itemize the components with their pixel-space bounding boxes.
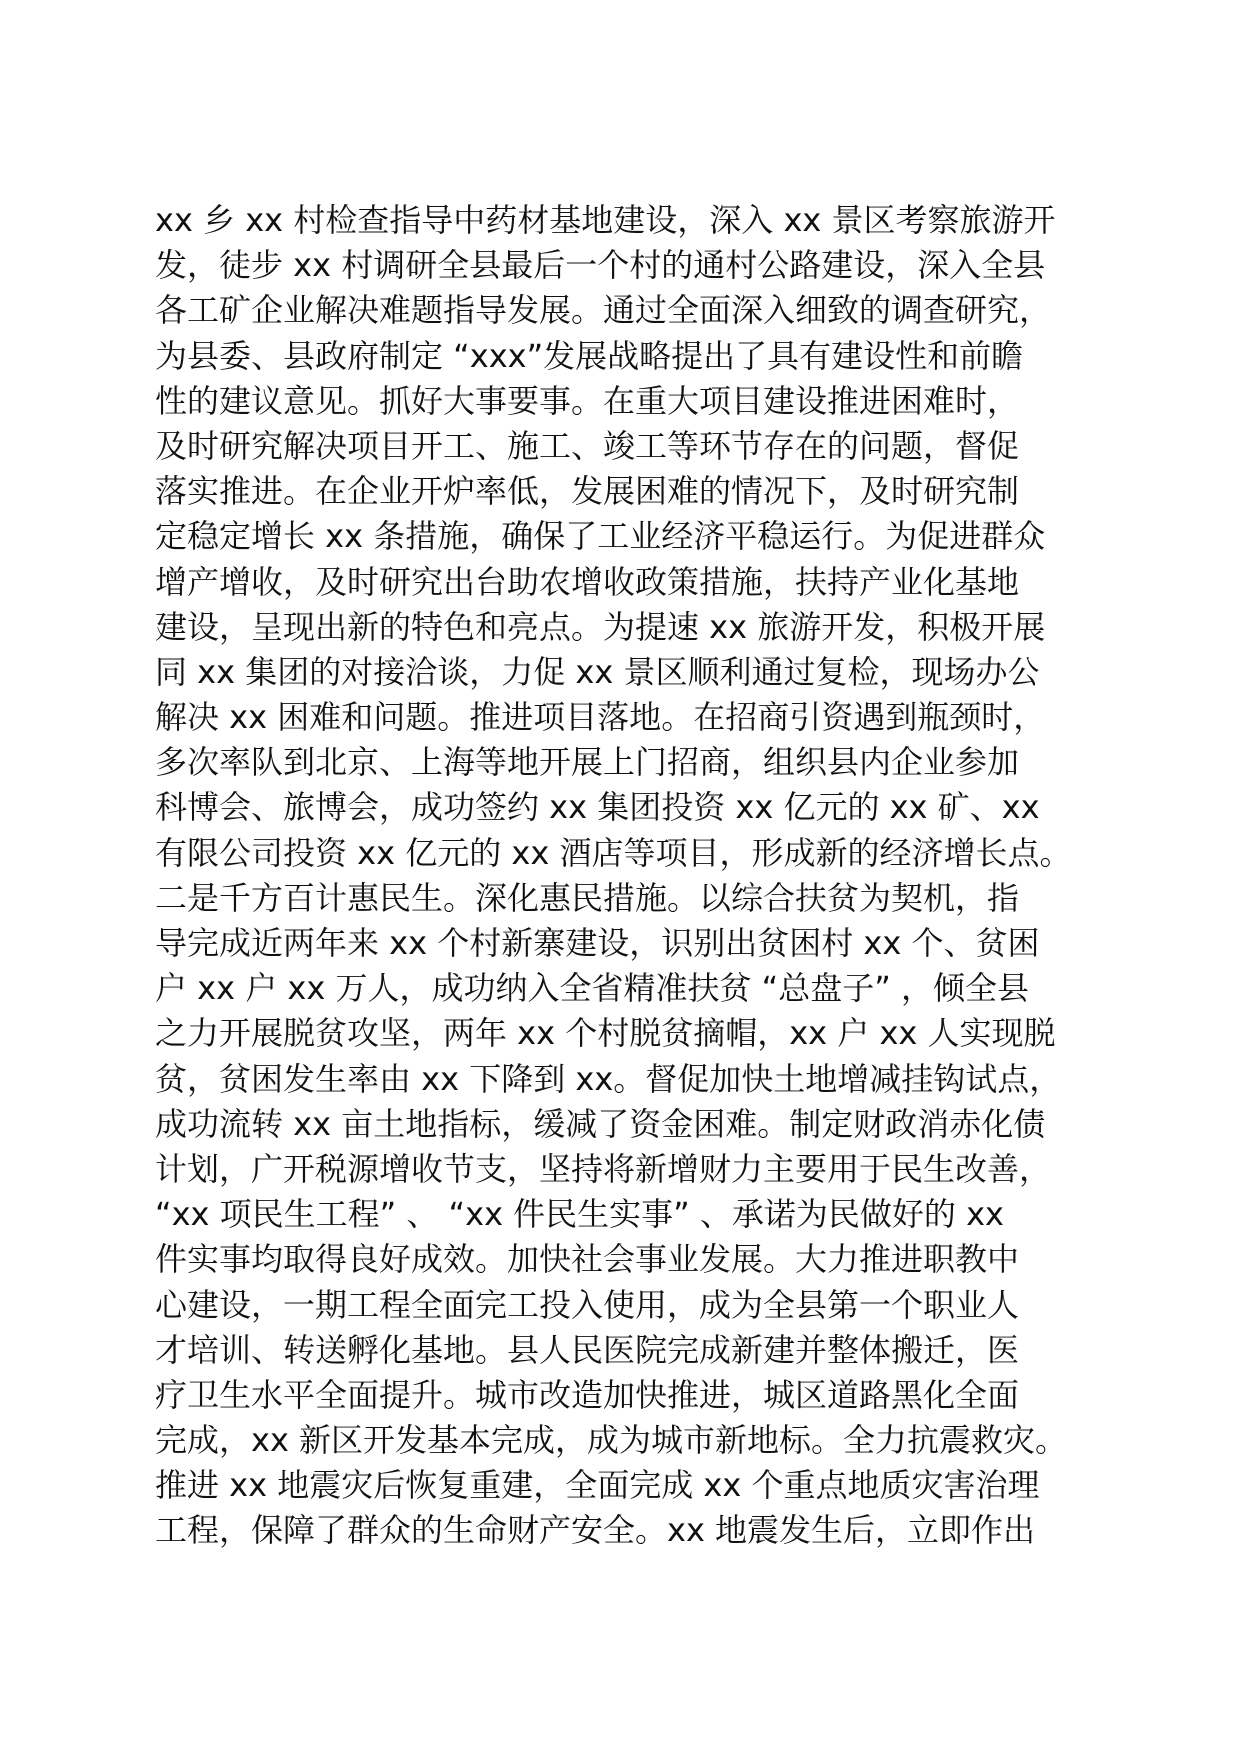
text-line: 心建设，一期工程全面完工投入使用，成为全县第一个职业人	[155, 1285, 1020, 1324]
text-line: 二是千方百计惠民生。深化惠民措施。以综合扶贫为契机，指	[155, 878, 1020, 917]
text-line: 落实推进。在企业开炉率低，发展困难的情况下，及时研究制	[155, 472, 1020, 511]
text-line: 有限公司投资 xx 亿元的 xx 酒店等项目，形成新的经济增长点。	[155, 833, 1072, 872]
text-line: xx 乡 xx 村检查指导中药材基地建设，深入 xx 景区考察旅游开	[155, 201, 1056, 239]
text-line: 各工矿企业解决难题指导发展。通过全面深入细致的调查研究，	[155, 291, 1052, 330]
text-line: 之力开展脱贫攻坚，两年 xx 个村脱贫摘帽，xx 户 xx 人实现脱	[155, 1014, 1056, 1053]
text-line: 工程，保障了群众的生命财产安全。xx 地震发生后，立即作出	[155, 1511, 1036, 1550]
text-line: 及时研究解决项目开工、施工、竣工等环节存在的问题，督促	[155, 426, 1020, 465]
text-line: 户 xx 户 xx 万人，成功纳入全省精准扶贫 “总盘子” ，倾全县	[155, 969, 1029, 1008]
text-line: 定稳定增长 xx 条措施，确保了工业经济平稳运行。为促进群众	[155, 517, 1046, 556]
text-line: 推进 xx 地震灾后恢复重建，全面完成 xx 个重点地质灾害治理	[155, 1466, 1040, 1505]
text-line: 同 xx 集团的对接洽谈，力促 xx 景区顺利通过复检，现场办公	[155, 652, 1040, 691]
text-line: 计划，广开税源增收节支，坚持将新增财力主要用于民生改善，	[155, 1149, 1052, 1188]
text-line: 解决 xx 困难和问题。推进项目落地。在招商引资遇到瓶颈时，	[155, 698, 1046, 737]
text-line: 性的建议意见。抓好大事要事。在重大项目建设推进困难时，	[155, 381, 1020, 420]
body-text	[155, 198, 1115, 1554]
text-line: 才培训、转送孵化基地。县人民医院完成新建并整体搬迁，医	[155, 1330, 1020, 1369]
text-line: 导完成近两年来 xx 个村新寨建设，识别出贫困村 xx 个、贫困	[155, 924, 1040, 962]
text-line: 科博会、旅博会，成功签约 xx 集团投资 xx 亿元的 xx 矿、xx	[155, 788, 1040, 827]
text-line: 为县委、县政府制定 “xxx”发展战略提出了具有建设性和前瞻	[155, 336, 1024, 375]
text-line: 发，徒步 xx 村调研全县最后一个村的通村公路建设，深入全县	[155, 246, 1046, 285]
text-line: 完成，xx 新区开发基本完成，成为城市新地标。全力抗震救灾。	[155, 1421, 1068, 1460]
text-line: 多次率队到北京、上海等地开展上门招商，组织县内企业参加	[155, 743, 1020, 782]
text-line: 增产增收，及时研究出台助农增收政策措施，扶持产业化基地	[155, 562, 1020, 601]
text-line: 成功流转 xx 亩土地指标，缓减了资金困难。制定财政消赤化债	[155, 1104, 1046, 1143]
text-line: “xx 项民生工程” 、 “xx 件民生实事” 、承诺为民做好的 xx	[155, 1195, 1004, 1234]
text-line: 件实事均取得良好成效。加快社会事业发展。大力推进职教中	[155, 1240, 1020, 1279]
text-line: 贫，贫困发生率由 xx 下降到 xx。督促加快土地增减挂钩试点，	[155, 1059, 1062, 1098]
text-line: 疗卫生水平全面提升。城市改造加快推进，城区道路黑化全面	[155, 1375, 1020, 1414]
text-line: 建设，呈现出新的特色和亮点。为提速 xx 旅游开发，积极开展	[155, 607, 1046, 646]
